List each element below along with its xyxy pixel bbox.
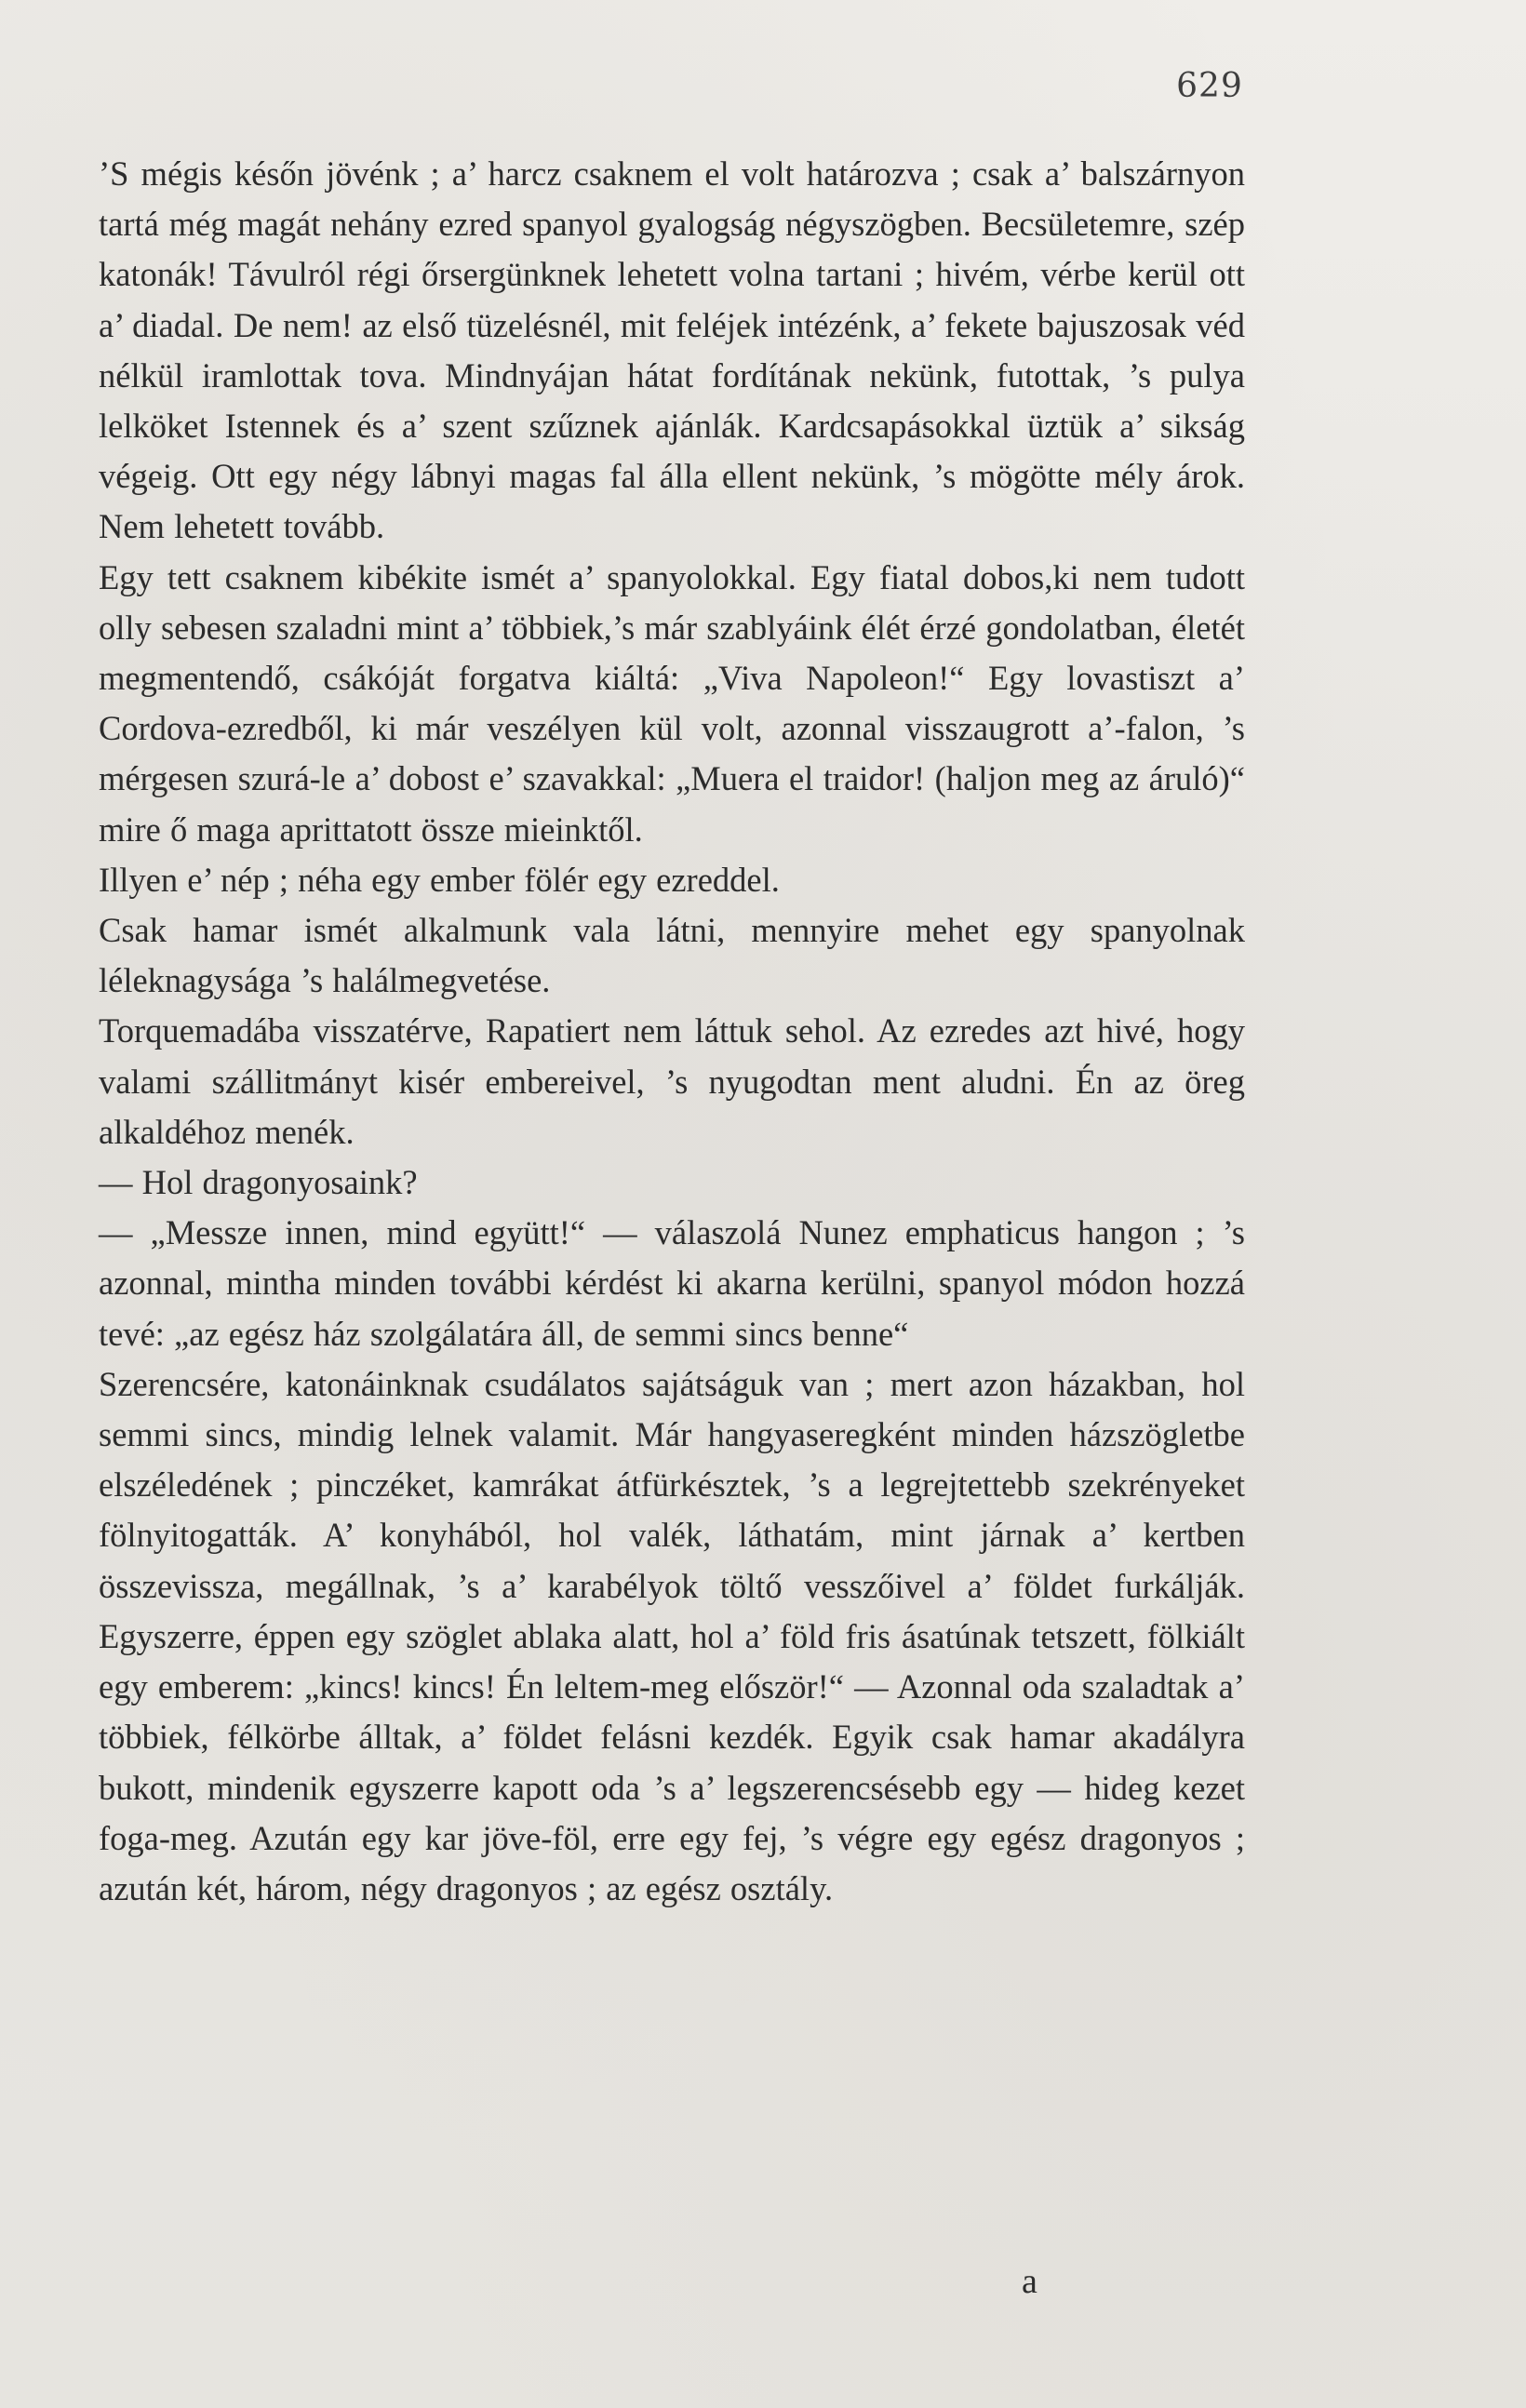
paragraph: Torquemadába visszatérve, Rapatiert nem láttuk sehol. Az ezredes azt hivé, hogy valami szállitmányt kisér embereivel, ’s nyugodtan ment aludni. Én az öreg alkaldéhoz menék.: [99, 1011, 1245, 1151]
paragraph: — Hol dragonyosaink?: [99, 1163, 418, 1202]
body-text: [99, 149, 1245, 1914]
paragraph: Egy tett csaknem kibékite ismét a’ spanyolokkal. Egy fiatal dobos,ki nem tudott olly sebesen szaladni mint a’ többiek,’s már szablyáink élét érzé gondolatban, életét megmentendő, csákóját forgatva kiáltá: „Viva Napoleon!“ Egy lovastiszt a’ Cordova-ezredből, ki már veszélyen kül volt, azonnal visszaugrott a’-falon, ’s mérgesen szurá-le a’ dobost e’ szavakkal: „Muera el traidor! (haljon meg az áruló)“ mire ő maga aprittatott össze mieinktől.: [99, 557, 1245, 849]
paragraph: — „Messze innen, mind együtt!“ — válaszolá Nunez emphaticus hangon ; ’s azonnal, mintha minden további kérdést ki akarna kerülni, spanyol módon hozzá tevé: „az egész ház szolgálatára áll, de semmi sincs benne“: [99, 1213, 1245, 1353]
paragraph: Csak hamar ismét alkalmunk vala látni, mennyire mehet egy spanyolnak léleknagysága ’s halálmegvetése.: [99, 911, 1245, 1000]
catchword: a: [1022, 2262, 1037, 2301]
page-number: 629: [1176, 67, 1243, 105]
paragraph: Szerencsére, katonáinknak csudálatos sajátságuk van ; mert azon házakban, hol semmi sincs, mindig lelnek valamit. Már hangyaseregként minden házszögletbe elszéledének ; pinczéket, kamrákat átfürkésztek, ’s a legrejtettebb szekrényeket fölnyitogatták. A’ konyhából, hol valék, láthatám, mint járnak a’ kertben összevissza, megállnak, ’s a’ karabélyok töltő vesszőivel a’ földet furkálják. Egyszerre, éppen egy szöglet ablaka alatt, hol a’ föld fris ásatúnak tetszett, fölkiált egy emberem: „kincs! kincs! Én leltem-meg először!“ — Azonnal oda szaladtak a’ többiek, félkörbe álltak, a’ földet felásni kezdék. Egyik csak hamar akadályra bukott, mindenik egyszerre kapott oda ’s a’ legszerencsésebb egy — hideg kezet foga-meg. Azután egy kar jöve-föl, erre egy fej, ’s végre egy egész dragonyos ; azután két, három, négy dragonyos ; az egész osztály.: [99, 1364, 1245, 1907]
paragraph: ’S mégis későn jövénk ; a’ harcz csaknem el volt határozva ; csak a’ balszárnyon tartá még magát nehány ezred spanyol gyalogság négyszögben. Becsületemre, szép katonák! Távulról régi őrsergünknek lehetett volna tartani ; hivém, vérbe kerül ott a’ diadal. De nem! az első tüzelésnél, mit feléjek intézénk, a’ fekete bajuszosak véd nélkül iramlottak tova. Mindnyájan hátat fordítának nekünk, futottak, ’s pulya lelköket Istennek és a’ szent szűznek ajánlák. Kardcsapásokkal üztük a’ sikság végeig. Ott egy négy lábnyi magas fal álla ellent nekünk, ’s mögötte mély árok. Nem lehetett tovább.: [99, 154, 1245, 546]
paragraph: Illyen e’ nép ; néha egy ember fölér egy ezreddel.: [99, 860, 780, 899]
